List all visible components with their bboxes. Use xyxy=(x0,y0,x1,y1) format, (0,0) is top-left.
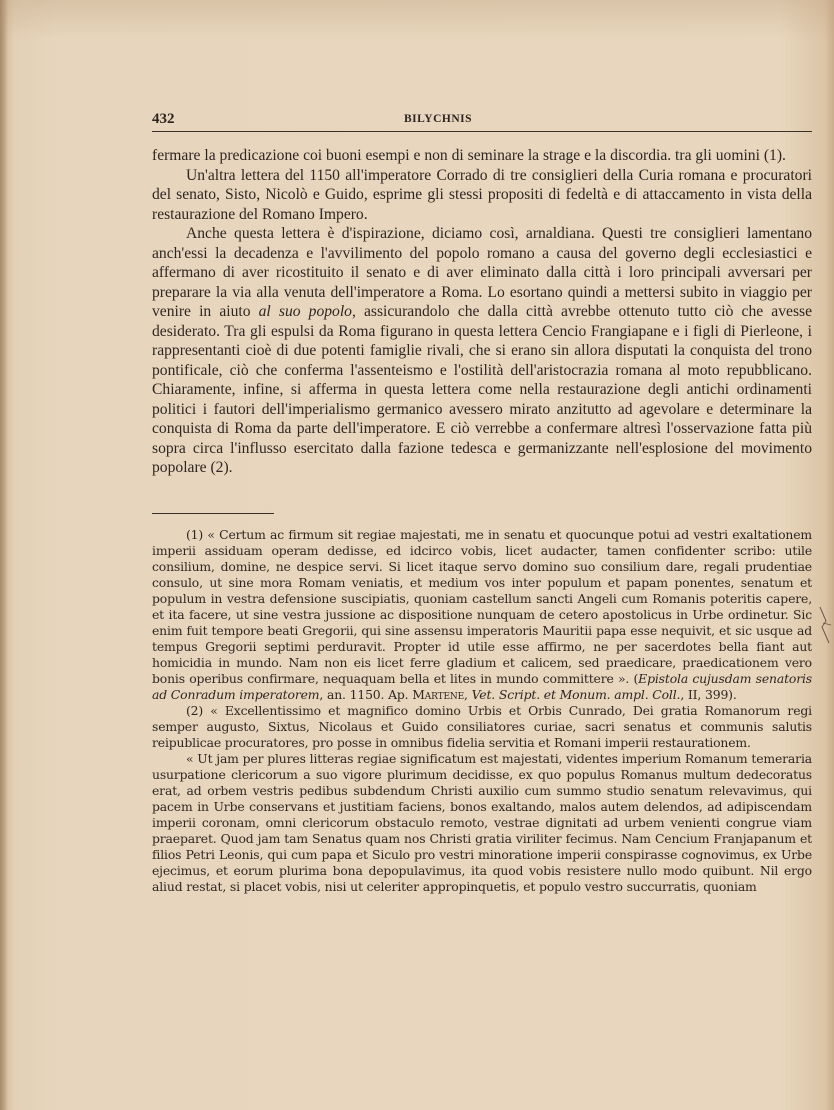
footnote-source-title: Epistola cujusdam senatoris ad Conradum imperatorem xyxy=(152,671,813,702)
paragraph-text-part: , assicurandolo che dalla città avrebbe ottenuto tutto ciò che avesse desiderato. Tra gli espulsi da Roma figurano in questa lettera Cencio Frangiapane e i figli di Pierleone, i rappresentanti cioè di due potenti famiglie rivali, che si erano sin allora disputati la conquista del trono pontificale, ciò che conferma l'assenteismo e l'ostilità dell'aristocrazia romana al moto repubblicano. Chiaramente, infine, si afferma in questa lettera come nella restaurazione degli antichi ordinamenti politici i fautori dell'imperialismo germanico avessero mirato anzitutto ad agevolare e determinare la conquista di Roma da parte dell'imperatore. E ciò verrebbe a confermare altresì l'osservazione fatta più sopra circa l'influsso esercitato dalla fazione tedesca e germanizzante nell'esplosione del movimento popolare (2). xyxy=(152,303,812,476)
footnote-text-part: , II, 399). xyxy=(680,687,737,702)
paragraph-letter-1150: Un'altra lettera del 1150 all'imperatore Corrado di tre consiglieri della Curia romana e procuratori del senato, Sisto, Nicolò e Guido, esprime gli stessi propositi di fedeltà e di attaccamento in vista della restaurazione del Romano Impero. xyxy=(152,166,812,223)
italic-phrase: al suo popolo xyxy=(258,303,352,320)
running-head: BILYCHNIS xyxy=(404,113,472,125)
page-number: 432 xyxy=(152,111,175,127)
footnotes xyxy=(152,527,812,895)
footnote-2-continued: « Ut jam per plures litteras regiae significatum est majestati, videntes imperium Romanum temeraria usurpatione clericorum a suo vigore plurimum decidisse, ex quo populus Romanus multum dedecoratus erat, ad orbem vestris pedibus subdendum Christi auxilio cum summo studio senatum relevavimus, qui pacem in Urbe conservans et justitiam faciens, bonos exaltando, malos autem delendos, ad adipiscendam imperii coronam, omni clericorum obstaculo remoto, vestrae dignitati ad urbem venienti congrue viam praeparet. Quod jam tam Senatus quam nos Christi gratia viriliter fecimus. Nam Cencium Franjapanum et filios Petri Leonis, qui cum papa et Siculo pro vestri minoratione imperii conspirasse cognovimus, ex Urbe ejecimus, et eorum plurima bona depopulavimus, ita quod vobis resistere nullo modo quibunt. Nil ergo aliud restat, si placet vobis, nisi ut celeriter appropinquetis, et populo vestro succurratis, quoniam xyxy=(152,751,812,894)
footnote-1 xyxy=(152,527,812,703)
header-rule xyxy=(152,131,812,132)
paper-stain xyxy=(0,0,834,40)
main-text xyxy=(152,146,812,478)
page-edge-shadow xyxy=(0,0,8,1110)
footnote-collection-title: Vet. Script. et Monum. ampl. Coll. xyxy=(471,687,681,702)
footnote-2: (2) « Excellentissimo et magnifico domino Urbis et Orbis Cunrado, Dei gratia Romanorum regi semper augusto, Sixtus, Nicolaus et Guido consiliatores curiae, sacri senatus et communis salutis reipublicae procuratores, pro posse in omnibus fidelia servitia et Romani imperii restaurationem. xyxy=(152,703,812,750)
margin-scratch-mark xyxy=(818,605,832,645)
footnote-text-part: , an. 1150. Ap. xyxy=(319,687,413,702)
footnote-author: Martene xyxy=(412,687,465,702)
page-header xyxy=(152,111,812,131)
paragraph-arnaldian xyxy=(152,224,812,478)
footnote-rule xyxy=(152,513,274,514)
footnote-text-part: , xyxy=(464,687,472,702)
footnote-text-part: (1) « Certum ac firmum sit regiae majestati, me in senatu et quocunque potui ad vestri exaltationem imperii assiduam operam dedisse, ed idcirco vobis, licet audacter, tamen confidenter scribo: utile consilium, domine, ne despice servi. Si licet itaque servo domino suo consilium dare, regali prudentiae consulo, ut sine mora Romam veniatis, et medium vos inter populum et papam ponentes, senatum et populum in vestra defensione suscipiatis, quoniam castellum sancti Angeli cum Romanis poteritis capere, et ita facere, ut sine vestra jussione ac dispositione nunquam de cetero apostolicus in Urbe ordinetur. Sic enim fuit tempore beati Gregorii, qui sine assensu imperatoris Mauritii papa esse nequivit, et sic usque ad tempus Gregorii septimi perduravit. Propter id utile esse affirmo, ne per sacerdotes bella fiant aut homicidia in mundo. Nam non eis licet ferre gladium et calicem, sed praedicare, praedicationem vero bonis operibus confirmare, nequaquam bella et lites in mundo committere ». ( xyxy=(152,527,812,686)
paragraph-continuation: fermare la predicazione coi buoni esempi e non di seminare la strage e la discordia. tra gli uomini (1). xyxy=(152,147,786,164)
paragraph-text-part: Anche questa lettera è d'ispirazione, diciamo così, arnaldiana. Questi tre consiglieri lamentano anch'essi la decadenza e l'avvilimento del popolo romano a causa del governo degli ecclesiastici e affermano di aver ricostituito il senato e di aver eliminato dalla città i loro principali avversari per preparare la via alla venuta dell'imperatore a Roma. Lo esortano quindi a mettersi subito in viaggio per venire in aiuto xyxy=(152,225,812,320)
